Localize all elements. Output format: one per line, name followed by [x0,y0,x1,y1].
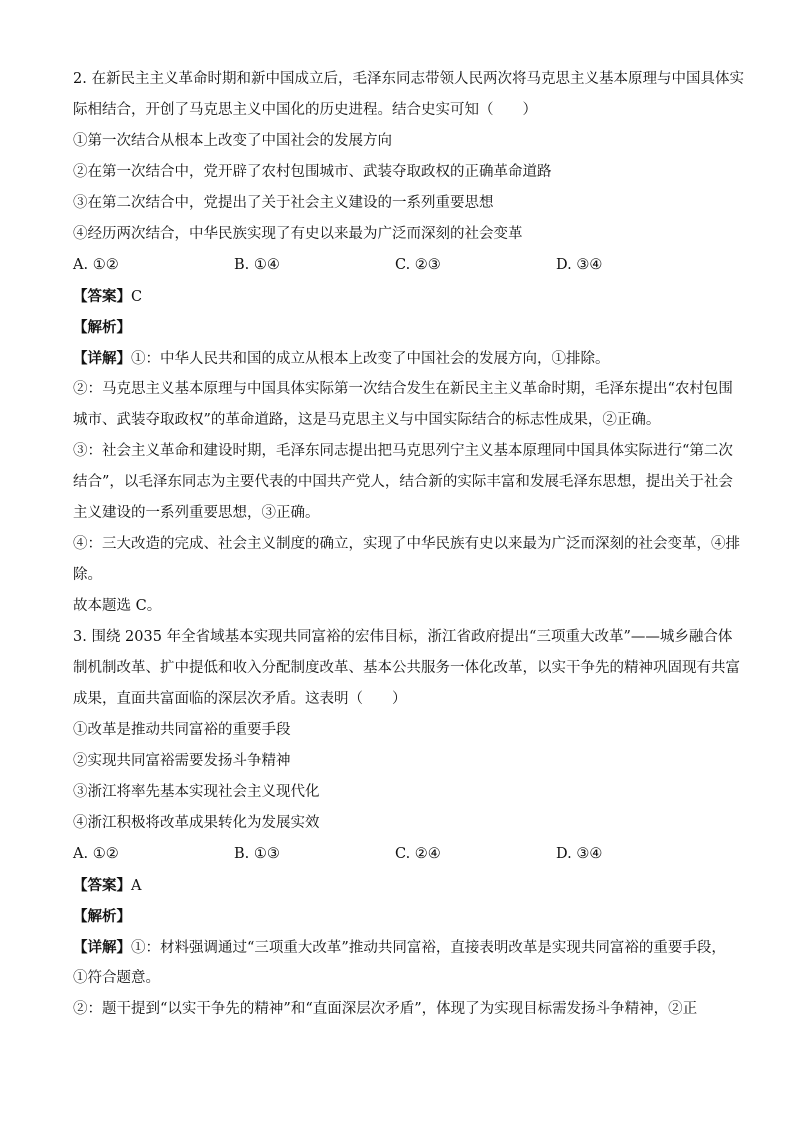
q3-stem-line: 3. 围绕 2035 年全省域基本实现共同富裕的宏伟目标，浙江省政府提出“三项重大改革”——城乡融合体 [73,629,733,645]
q3-detail-line: ②：题干提到“以实干争先的精神”和“直面深层次矛盾”，体现了为实现目标需发扬斗争精神，②正 [73,1001,698,1017]
q2-choice-a: A. ①② [73,257,119,273]
q3-choice-b: B. ①③ [234,846,280,862]
q2-conclusion: 故本题选 C。 [73,598,162,614]
q3-item: ③浙江将率先基本实现社会主义现代化 [73,784,320,800]
q2-stem-line: 际相结合，开创了马克思主义中国化的历史进程。结合史实可知（ ） [73,102,537,118]
q3-item: ②实现共同富裕需要发扬斗争精神 [73,753,291,769]
q2-detail-line: 除。 [73,567,102,583]
q2-detail-line: ③：社会主义革命和建设时期，毛泽东同志提出把马克思列宁主义基本原理同中国具体实际进行“第二次 [73,443,733,459]
q2-detail-line: ④：三大改造的完成、社会主义制度的确立，实现了中华民族有史以来最为广泛而深刻的社会变革，④排 [73,536,740,552]
q2-item: ④经历两次结合，中华民族实现了有史以来最为广泛而深刻的社会变革 [73,226,523,242]
q3-answer [73,870,725,901]
q2-detail-line: ②：马克思主义基本原理与中国具体实际第一次结合发生在新民主主义革命时期，毛泽东提出“农村包围 [73,381,733,397]
q2-detail-line: 城市、武装夺取政权”的革命道路，这是马克思主义与中国实际结合的标志性成果，②正确。 [73,412,661,428]
answer-label: 【答案】 [73,877,131,894]
q2-item: ①第一次结合从根本上改变了中国社会的发展方向 [73,133,392,149]
answer-value: A [131,878,142,894]
q2-choices [73,250,725,281]
document-page [73,64,744,1025]
q3-choice-c: C. ②④ [395,846,441,862]
detail-label: 【详解】 [73,350,131,367]
q3-stem-line: 制机制改革、扩中提低和收入分配制度改革、基本公共服务一体化改革，以实干争先的精神巩固现有共富 [73,660,740,676]
detail-text: ①：中华人民共和国的成立从根本上改变了中国社会的发展方向，①排除。 [131,351,610,367]
q3-choice-d: D. ③④ [556,846,603,862]
q3-detail-line [73,932,725,963]
q2-choice-b: B. ①④ [234,257,280,273]
q2-item: ③在第二次结合中，党提出了关于社会主义建设的一系列重要思想 [73,195,494,211]
q2-detail-line [73,343,725,374]
q3-item: ①改革是推动共同富裕的重要手段 [73,722,291,738]
q3-item: ④浙江积极将改革成果转化为发展实效 [73,815,320,831]
q3-choices [73,839,725,870]
q2-detail-line: 主义建设的一系列重要思想，③正确。 [73,505,320,521]
q2-analysis-label: 【解析】 [73,319,131,336]
q2-answer [73,281,725,312]
q3-analysis-label: 【解析】 [73,908,131,925]
detail-label: 【详解】 [73,939,131,956]
q2-choice-d: D. ③④ [556,257,603,273]
q3-choice-a: A. ①② [73,846,119,862]
answer-value: C [131,289,143,305]
q2-detail-line: 结合”，以毛泽东同志为主要代表的中国共产党人，结合新的实际丰富和发展毛泽东思想，提出关于社会 [73,474,733,490]
q3-detail-line: ①符合题意。 [73,970,160,986]
answer-label: 【答案】 [73,288,131,305]
q3-stem-line: 成果，直面共富面临的深层次矛盾。这表明（ ） [73,691,407,707]
q2-item: ②在第一次结合中，党开辟了农村包围城市、武装夺取政权的正确革命道路 [73,164,552,180]
detail-text: ①：材料强调通过“三项重大改革”推动共同富裕，直接表明改革是实现共同富裕的重要手段， [131,940,726,956]
q2-choice-c: C. ②③ [395,257,441,273]
q2-stem-line: 2. 在新民主主义革命时期和新中国成立后，毛泽东同志带领人民两次将马克思主义基本原理与中国具体实 [73,71,744,87]
